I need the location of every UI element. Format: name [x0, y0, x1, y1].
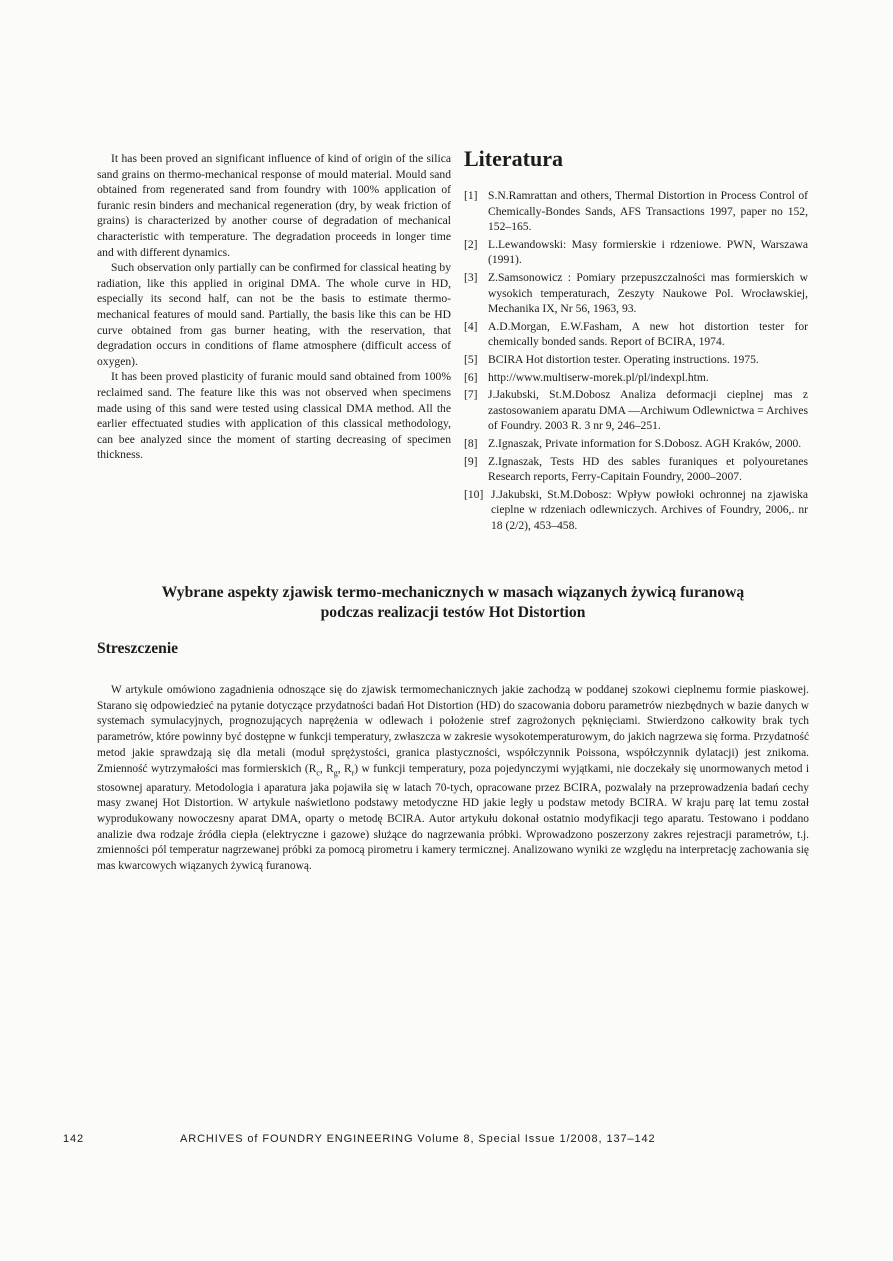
reference-number: [1]: [464, 189, 478, 202]
summary-text-part: ) w funkcji temperatury, poza pojedynczymi wyjątkami, nie doczekały się unormowanych metod i stosownej aparatury. Metodologia i aparatura jaka pojawiła się w latach 70-tych, opracowane przez BCIRA, pozwalały na przeprowadzenia badań cechy masy zwanej Hot Distortion. W artykule naświetlono podstawy metodyczne HD jakie legły u podstaw metody BCIRA. W kraju parę lat temu został wyprodukowany nowoczesny aparat DMA, oparty o metodę BCIRA. Autor artykułu dokonał ostatnio modyfikacji tego aparatu. Testowano i poddano analizie dwa rodzaje źródła ciepła (elektryczne i gazowe) służące do nagrzewania próbki. Wprowadzono poszerzony zakres rejestracji parametrów, t.j. zmienności pól temperatur nagrzewanej próbki za pomocą pirometru i kamery termicznej. Analizowano wyniki ze względu na interpretację zachowania się mas kwarcowych wiązanych żywicą furanową.: [97, 762, 809, 873]
separator: , R: [337, 762, 352, 775]
paragraph: It has been proved an significant influence of kind of origin of the silica sand grains on thermo-mechanical response of mould material. Mould sand obtained from regenerated sand from foundry with 100% application of furanic resin binders and mechanical regeneration (dry, by weak friction of grains) is characterized by another course of degradation of mechanical characteristic with temperature. The degradation proceeds in longer time and with different dynamics.: [97, 152, 451, 259]
subscript-r: r: [351, 767, 355, 777]
reference-number: [7]: [464, 388, 478, 402]
paragraph: It has been proved plasticity of furanic mould sand obtained from 100% reclaimed sand. The feature like this was not observed when specimens made using of this sand were tested using classical DMA method. All the earlier effectuated studies with application of this classical methodology, can bee analyzed since the moment of starting decreasing of specimen thickness.: [97, 370, 451, 462]
summary-paragraph: [97, 683, 809, 875]
left-column-text: [97, 151, 451, 463]
subscript-g: g: [333, 767, 338, 777]
reference-item: [464, 436, 808, 452]
reference-text: A.D.Morgan, E.W.Fasham, A new hot distortion tester for chemically bonded sands. Report of BCIRA, 1974.: [488, 319, 808, 349]
journal-citation: ARCHIVES of FOUNDRY ENGINEERING Volume 8, Special Issue 1/2008, 137–142: [180, 1133, 656, 1145]
reference-number: [3]: [464, 270, 478, 284]
reference-number: [4]: [464, 319, 478, 333]
reference-item: [464, 319, 808, 350]
reference-list: [464, 188, 808, 533]
page-number: 142: [63, 1133, 85, 1145]
reference-item: [464, 387, 808, 434]
reference-item: [464, 237, 808, 268]
polish-summary-title: [97, 583, 809, 623]
summary-text-part: W artykule omówiono zagadnienia odnoszące się do zjawisk termomechanicznych jakie zachodzą w poddanej szokowi cieplnemu formie piaskowej. Starano się odpowiedzieć na pytanie dotyczące przydatności badań Hot Distortion (HD) do szacowania doboru parametrów niezbędnych w bazie danych w systemach symulacyjnych, prognozujących naprężenia w odlewach i położenie stref zagrożonych pęknięciami. Stwierdzono całkowity brak tych parametrów, które powinny być dostępne w funkcji temperatury, zwłaszcza w zakresie wysokotemperaturowym, do jakich nagrzewa się forma. Przydatność metod jakie sprawdzają się dla metali (moduł sprężystości, granica plastyczności, współczynnik Poissona, współczynnik dylatacji) jest znikoma. Zmienność wytrzymałości mas formierskich (R: [97, 684, 809, 775]
reference-number: [5]: [464, 352, 478, 366]
reference-number: [2]: [464, 237, 478, 251]
reference-number: [8]: [464, 436, 478, 450]
reference-number: [10]: [464, 487, 484, 501]
reference-text: Z.Ignaszak, Tests HD des sables furaniques et polyouretanes Research reports, Ferry-Capitain Foundry, 2000–2007.: [488, 454, 808, 484]
summary-title-line: Wybrane aspekty zjawisk termo-mechanicznych w masach wiązanych żywicą furanową: [161, 584, 745, 601]
literature-heading: Literatura: [464, 146, 563, 171]
subscript-c: c: [316, 767, 320, 777]
reference-text: Z.Ignaszak, Private information for S.Dobosz. AGH Kraków, 2000.: [488, 436, 802, 450]
literature-section: [464, 146, 808, 535]
summary-title-line: podczas realizacji testów Hot Distortion: [320, 604, 586, 621]
reference-number: [9]: [464, 454, 478, 468]
reference-item: [464, 188, 808, 235]
reference-item: [464, 270, 808, 317]
reference-link[interactable]: http://www.multiserw-morek.pl/pl/indexpl.htm.: [488, 370, 709, 384]
reference-text: L.Lewandowski: Masy formierskie i rdzeniowe. PWN, Warszawa (1991).: [488, 237, 808, 267]
reference-number: [6]: [464, 370, 478, 384]
reference-item: [464, 454, 808, 485]
reference-text: S.N.Ramrattan and others, Thermal Distortion in Process Control of Chemically-Bondes Sands, AFS Transactions 1997, paper no 152, 152–165.: [488, 189, 808, 234]
reference-text: Z.Samsonowicz : Pomiary przepuszczalności mas formierskich w wysokich temperaturach, Zeszyty Naukowe Pol. Wrocławskiej, Mechanika IX, Nr 56, 1963, 93.: [488, 270, 808, 316]
reference-item: [464, 487, 808, 534]
reference-text: J.Jakubski, St.M.Dobosz: Wpływ powłoki ochronnej na zjawiska cieplne w rdzeniach odlewniczych. Archives of Foundry, 2006,. nr 18 (2/2), 453–458.: [491, 487, 808, 532]
separator: , R: [319, 762, 334, 775]
reference-text: BCIRA Hot distortion tester. Operating instructions. 1975.: [488, 352, 759, 366]
reference-text: J.Jakubski, St.M.Dobosz Analiza deformacji cieplnej mas z zastosowaniem aparatu DMA —Archiwum Odlewnictwa = Archives of Foundry. 2003 R. 3 nr 9, 246–251.: [488, 388, 808, 433]
reference-item: [464, 370, 808, 386]
reference-item: [464, 352, 808, 368]
paragraph: Such observation only partially can be confirmed for classical heating by radiation, like this applied in original DMA. The whole curve in HD, especially its second half, can not be the basis to estimate thermo-mechanical features of mould sand. Partially, the basis like this can be HD curve obtained from gas burner heating, with the reservation, that degradation occurs in conditions of flame atmosphere (difficult access of oxygen).: [97, 261, 451, 368]
summary-heading: Streszczenie: [97, 640, 179, 657]
